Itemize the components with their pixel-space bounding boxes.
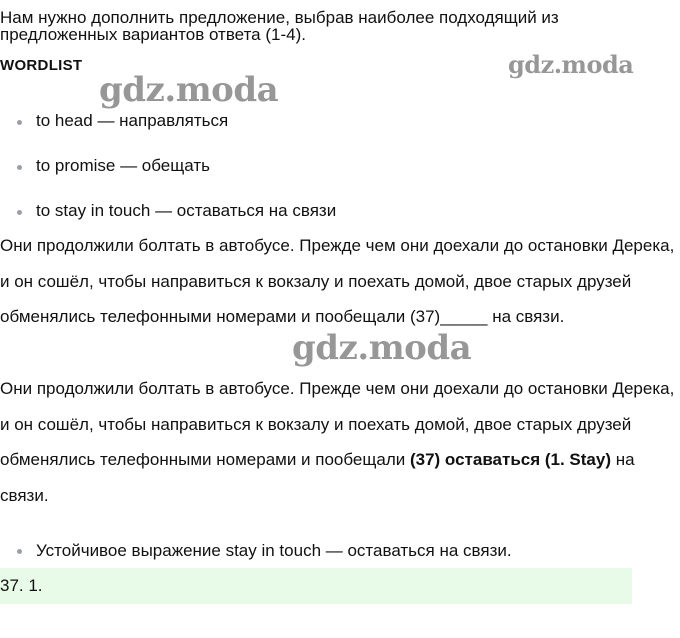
word-item: to head — направляться (0, 109, 336, 154)
translated-paragraph (0, 371, 680, 513)
original-paragraph: Они продолжили болтать в автобусе. Прежде чем они доехали до остановки Дерека, и он сошёл, чтобы направиться к вокзалу и поехать домой, двое старых друзей обменялись телефонными номерами и пообещали (37)_____ на связи. (0, 236, 675, 326)
intro-text: Нам нужно дополнить предложение, выбрав наиболее подходящий из (0, 8, 559, 27)
translated-paragraph-text: Они продолжили болтать в автобусе. Прежде чем они доехали до остановки Дерека, и он сошёл, чтобы направиться к вокзалу и поехать домой, двое старых друзей обменялись телефонными номерами и пообещали (0, 379, 675, 469)
explanation-item: Устойчивое выражение stay in touch — оставаться на связи. (0, 537, 680, 565)
word-item: to stay in touch — оставаться на связи (0, 199, 336, 244)
watermark: gdz.moda (99, 70, 279, 110)
wordlist (0, 109, 336, 244)
answer-highlight: (37) оставаться (1. Stay) (409, 450, 612, 469)
watermark: gdz.moda (508, 50, 634, 79)
watermark: gdz.moda (292, 328, 472, 368)
explanation (0, 537, 680, 565)
translated-paragraph-tail: на связи. (0, 450, 635, 505)
intro-text-cut (0, 25, 680, 48)
wordlist-heading: WORDLIST (0, 57, 83, 74)
intro-text-cut-line: предложенных вариантов ответа (1-4). (0, 25, 306, 44)
word-item: to promise — обещать (0, 154, 336, 199)
answer-box: 37. 1. (0, 568, 632, 604)
